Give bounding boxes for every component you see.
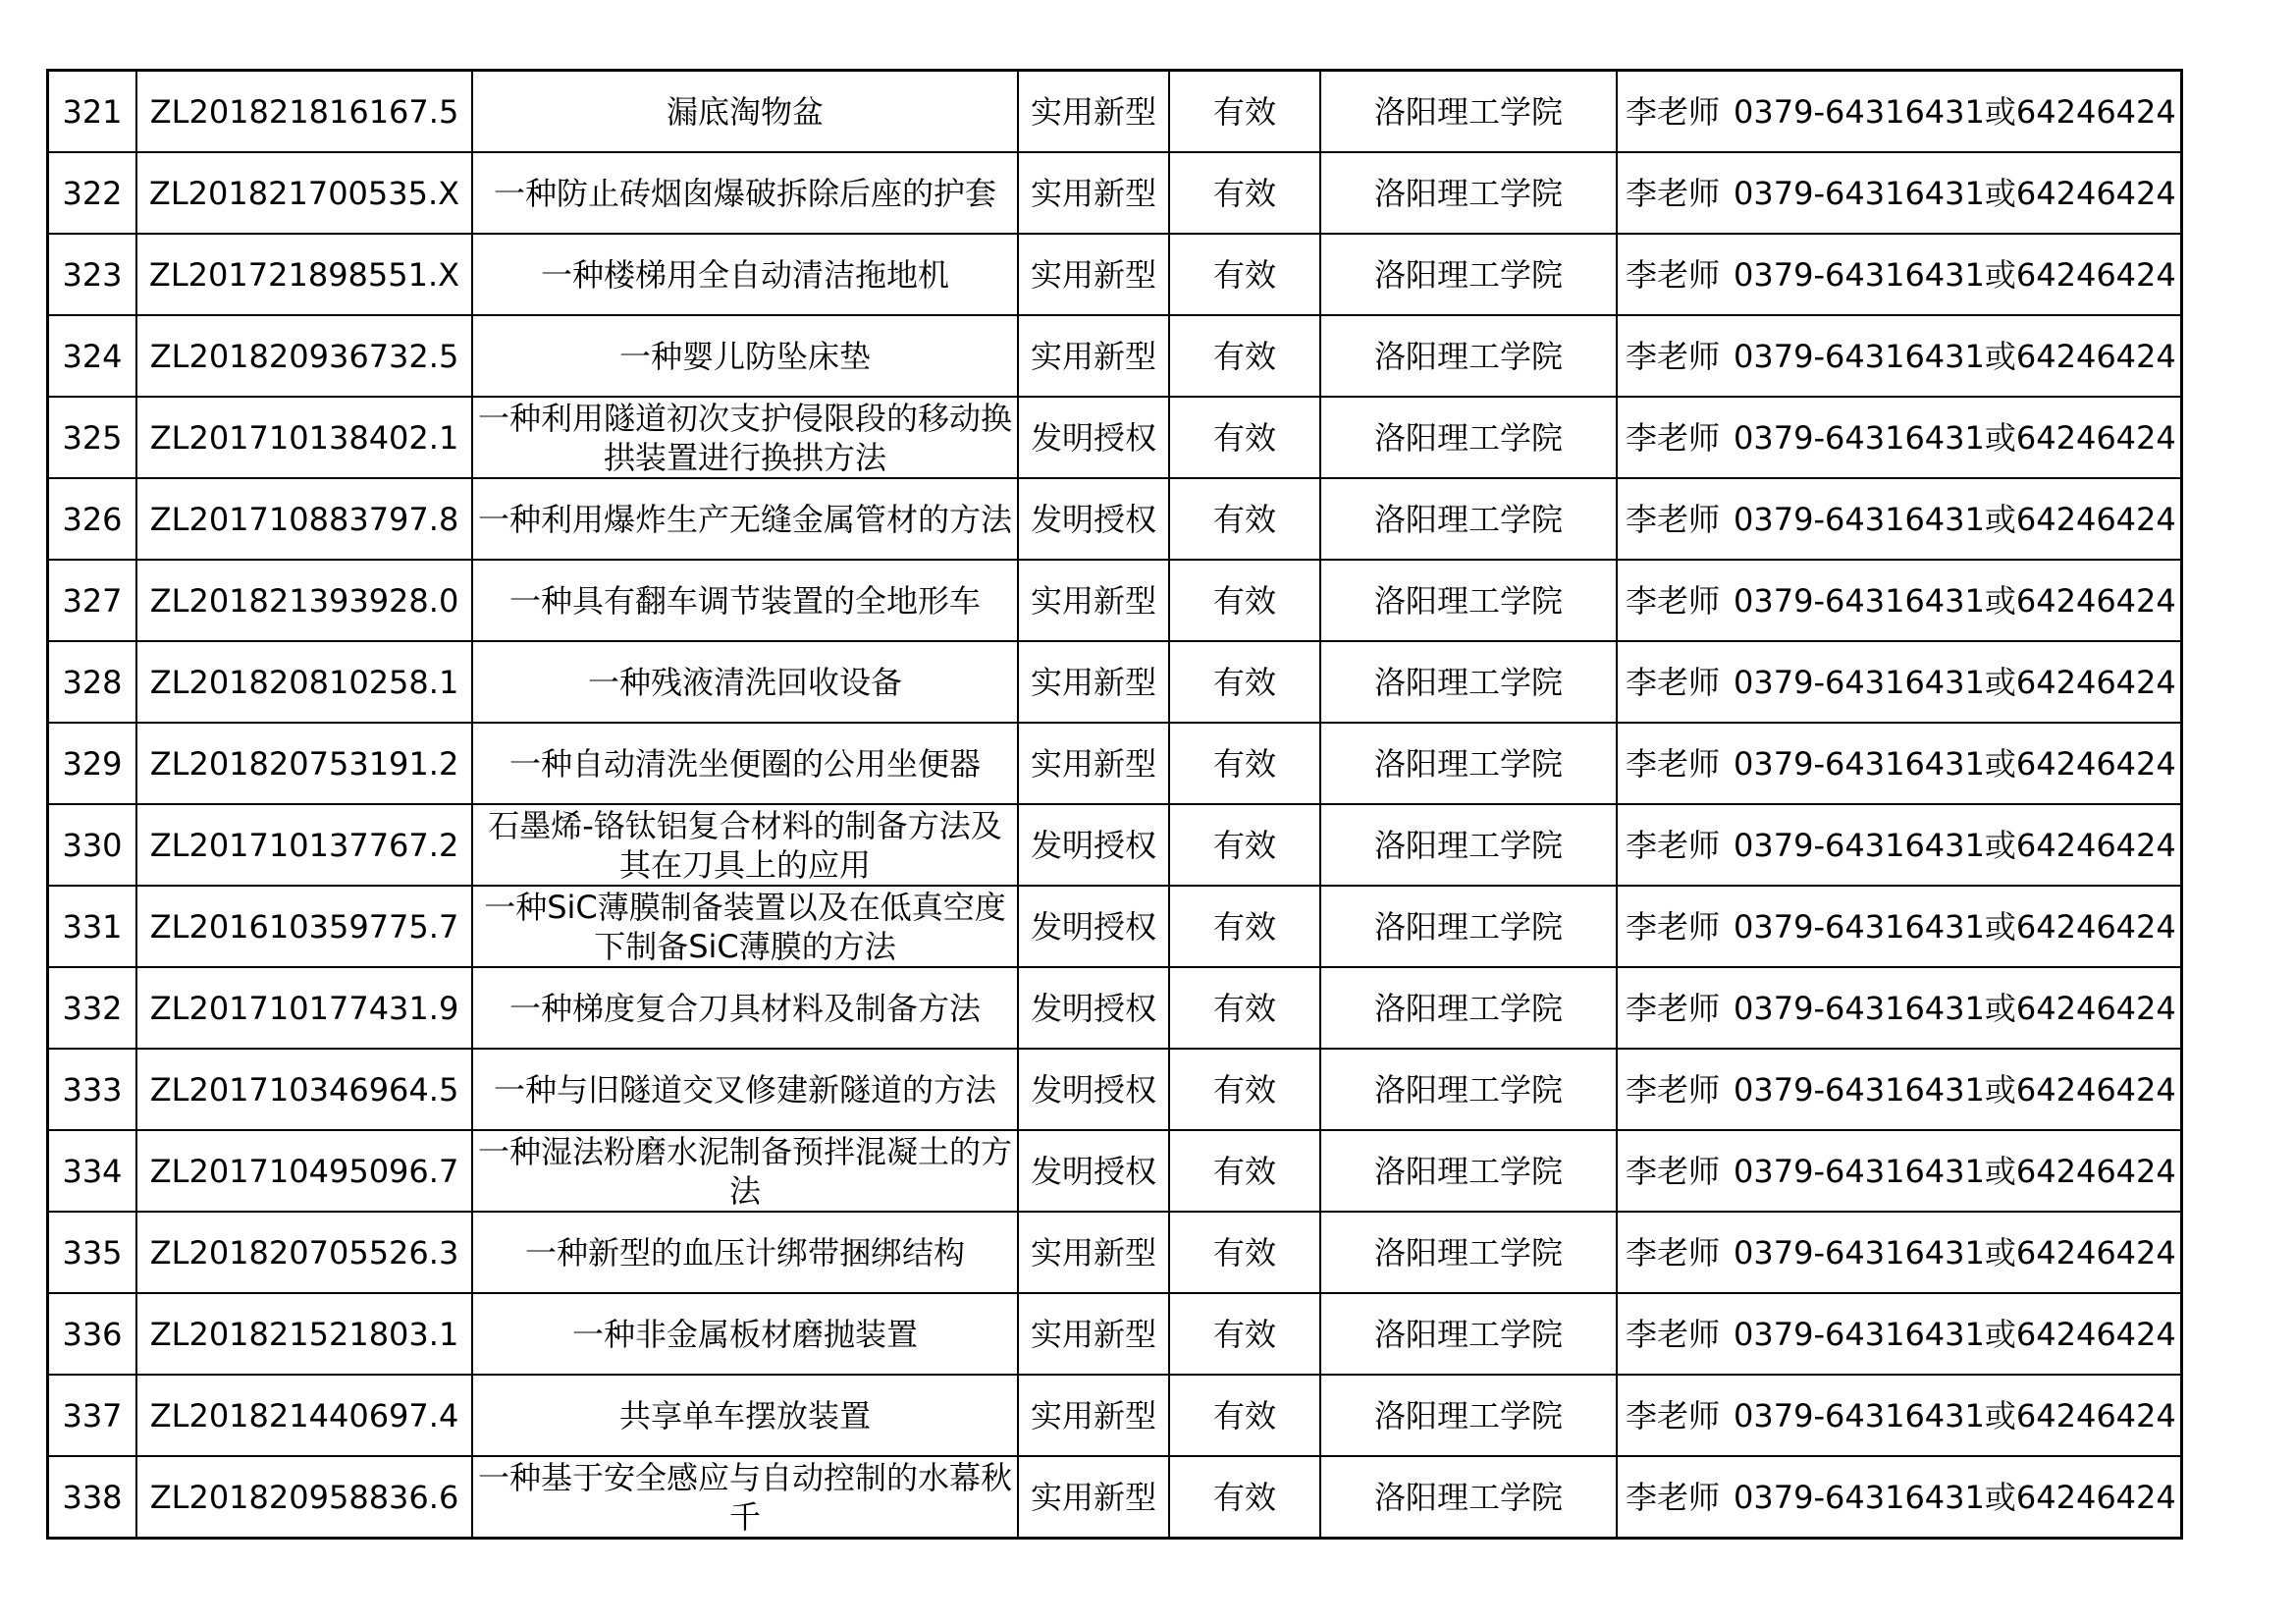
patent-owner: 洛阳理工学院 [1320, 234, 1617, 315]
row-number: 326 [48, 478, 137, 560]
patent-owner: 洛阳理工学院 [1320, 967, 1617, 1049]
patent-owner: 洛阳理工学院 [1320, 1375, 1617, 1456]
contact-name: 李老师 [1626, 744, 1721, 783]
contact-name: 李老师 [1626, 174, 1721, 212]
patent-type: 实用新型 [1018, 723, 1169, 804]
patent-owner: 洛阳理工学院 [1320, 315, 1617, 397]
contact-cell [1617, 1049, 2181, 1130]
patent-name: 一种基于安全感应与自动控制的水幕秋千 [472, 1456, 1018, 1539]
row-number: 331 [48, 886, 137, 967]
patent-id: ZL201710137767.2 [136, 804, 472, 886]
patent-name: 一种具有翻车调节装置的全地形车 [472, 560, 1018, 641]
contact-cell [1617, 315, 2181, 397]
patent-id: ZL201821440697.4 [136, 1375, 472, 1456]
patent-name: 一种自动清洗坐便圈的公用坐便器 [472, 723, 1018, 804]
contact-phone: 0379-64316431或64246424 [1734, 1233, 2176, 1272]
row-number: 333 [48, 1049, 137, 1130]
patent-type: 发明授权 [1018, 397, 1169, 478]
patent-type: 发明授权 [1018, 1049, 1169, 1130]
patent-id: ZL201820936732.5 [136, 315, 472, 397]
contact-cell [1617, 967, 2181, 1049]
patent-status: 有效 [1169, 1130, 1320, 1212]
patent-table-body [48, 71, 2182, 1539]
patent-name: 一种与旧隧道交叉修建新隧道的方法 [472, 1049, 1018, 1130]
row-number: 334 [48, 1130, 137, 1212]
patent-name: 一种梯度复合刀具材料及制备方法 [472, 967, 1018, 1049]
patent-owner: 洛阳理工学院 [1320, 1212, 1617, 1293]
patent-name: 一种防止砖烟囱爆破拆除后座的护套 [472, 152, 1018, 234]
contact-name: 李老师 [1626, 907, 1721, 946]
contact-phone: 0379-64316431或64246424 [1734, 989, 2176, 1027]
contact-phone: 0379-64316431或64246424 [1734, 500, 2176, 538]
patent-owner: 洛阳理工学院 [1320, 886, 1617, 967]
contact-cell [1617, 1375, 2181, 1456]
patent-type: 发明授权 [1018, 967, 1169, 1049]
patent-owner: 洛阳理工学院 [1320, 641, 1617, 723]
patent-type: 实用新型 [1018, 1293, 1169, 1375]
table-row [48, 234, 2182, 315]
table-row [48, 641, 2182, 723]
patent-status: 有效 [1169, 1456, 1320, 1539]
contact-cell [1617, 641, 2181, 723]
patent-id: ZL201710495096.7 [136, 1130, 472, 1212]
table-row [48, 478, 2182, 560]
contact-cell [1617, 560, 2181, 641]
contact-name: 李老师 [1626, 1478, 1721, 1516]
patent-owner: 洛阳理工学院 [1320, 397, 1617, 478]
contact-phone: 0379-64316431或64246424 [1734, 826, 2176, 864]
contact-phone: 0379-64316431或64246424 [1734, 581, 2176, 620]
patent-name: 一种湿法粉磨水泥制备预拌混凝土的方法 [472, 1130, 1018, 1212]
patent-id: ZL201710138402.1 [136, 397, 472, 478]
patent-type: 实用新型 [1018, 71, 1169, 153]
table-row [48, 723, 2182, 804]
patent-owner: 洛阳理工学院 [1320, 71, 1617, 153]
row-number: 327 [48, 560, 137, 641]
patent-status: 有效 [1169, 152, 1320, 234]
patent-id: ZL201610359775.7 [136, 886, 472, 967]
patent-status: 有效 [1169, 886, 1320, 967]
patent-name: 一种利用隧道初次支护侵限段的移动换拱装置进行换拱方法 [472, 397, 1018, 478]
patent-type: 实用新型 [1018, 1456, 1169, 1539]
table-row [48, 1375, 2182, 1456]
row-number: 321 [48, 71, 137, 153]
contact-cell [1617, 1212, 2181, 1293]
patent-id: ZL201821700535.X [136, 152, 472, 234]
patent-name: 一种利用爆炸生产无缝金属管材的方法 [472, 478, 1018, 560]
patent-type: 发明授权 [1018, 886, 1169, 967]
patent-name: 一种楼梯用全自动清洁拖地机 [472, 234, 1018, 315]
patent-status: 有效 [1169, 1212, 1320, 1293]
row-number: 337 [48, 1375, 137, 1456]
table-row [48, 1130, 2182, 1212]
patent-owner: 洛阳理工学院 [1320, 723, 1617, 804]
patent-id: ZL201710177431.9 [136, 967, 472, 1049]
contact-name: 李老师 [1626, 92, 1721, 131]
patent-status: 有效 [1169, 560, 1320, 641]
contact-name: 李老师 [1626, 255, 1721, 294]
patent-owner: 洛阳理工学院 [1320, 1130, 1617, 1212]
contact-name: 李老师 [1626, 989, 1721, 1027]
contact-cell [1617, 1293, 2181, 1375]
row-number: 335 [48, 1212, 137, 1293]
patent-status: 有效 [1169, 1049, 1320, 1130]
contact-name: 李老师 [1626, 663, 1721, 701]
table-row [48, 1456, 2182, 1539]
patent-id: ZL201821393928.0 [136, 560, 472, 641]
patent-type: 实用新型 [1018, 315, 1169, 397]
contact-cell [1617, 234, 2181, 315]
table-row [48, 804, 2182, 886]
contact-phone: 0379-64316431或64246424 [1734, 1152, 2176, 1190]
patent-type: 实用新型 [1018, 1375, 1169, 1456]
patent-status: 有效 [1169, 1293, 1320, 1375]
contact-phone: 0379-64316431或64246424 [1734, 92, 2176, 131]
contact-phone: 0379-64316431或64246424 [1734, 255, 2176, 294]
row-number: 324 [48, 315, 137, 397]
table-row [48, 886, 2182, 967]
table-row [48, 397, 2182, 478]
contact-phone: 0379-64316431或64246424 [1734, 744, 2176, 783]
row-number: 336 [48, 1293, 137, 1375]
table-row [48, 967, 2182, 1049]
patent-status: 有效 [1169, 478, 1320, 560]
patent-id: ZL201820810258.1 [136, 641, 472, 723]
contact-name: 李老师 [1626, 1315, 1721, 1353]
table-row [48, 1293, 2182, 1375]
patent-type: 实用新型 [1018, 641, 1169, 723]
patent-status: 有效 [1169, 641, 1320, 723]
contact-name: 李老师 [1626, 500, 1721, 538]
contact-cell [1617, 71, 2181, 153]
patent-name: 一种非金属板材磨抛装置 [472, 1293, 1018, 1375]
contact-phone: 0379-64316431或64246424 [1734, 1315, 2176, 1353]
table-row [48, 71, 2182, 153]
patent-table [46, 69, 2183, 1540]
contact-cell [1617, 723, 2181, 804]
patent-type: 实用新型 [1018, 234, 1169, 315]
row-number: 332 [48, 967, 137, 1049]
contact-phone: 0379-64316431或64246424 [1734, 337, 2176, 375]
patent-name: 共享单车摆放装置 [472, 1375, 1018, 1456]
contact-name: 李老师 [1626, 418, 1721, 457]
table-row [48, 1049, 2182, 1130]
table-row [48, 152, 2182, 234]
contact-cell [1617, 804, 2181, 886]
contact-name: 李老师 [1626, 1070, 1721, 1109]
row-number: 323 [48, 234, 137, 315]
patent-status: 有效 [1169, 234, 1320, 315]
contact-cell [1617, 1130, 2181, 1212]
patent-owner: 洛阳理工学院 [1320, 478, 1617, 560]
patent-name: 一种SiC薄膜制备装置以及在低真空度下制备SiC薄膜的方法 [472, 886, 1018, 967]
row-number: 329 [48, 723, 137, 804]
patent-id: ZL201710883797.8 [136, 478, 472, 560]
patent-id: ZL201721898551.X [136, 234, 472, 315]
patent-id: ZL201821816167.5 [136, 71, 472, 153]
table-row [48, 560, 2182, 641]
contact-cell [1617, 886, 2181, 967]
patent-owner: 洛阳理工学院 [1320, 1049, 1617, 1130]
contact-name: 李老师 [1626, 1396, 1721, 1435]
patent-id: ZL201820753191.2 [136, 723, 472, 804]
contact-cell [1617, 152, 2181, 234]
patent-type: 发明授权 [1018, 1130, 1169, 1212]
contact-phone: 0379-64316431或64246424 [1734, 1396, 2176, 1435]
patent-status: 有效 [1169, 1375, 1320, 1456]
patent-owner: 洛阳理工学院 [1320, 804, 1617, 886]
contact-name: 李老师 [1626, 1233, 1721, 1272]
row-number: 330 [48, 804, 137, 886]
contact-phone: 0379-64316431或64246424 [1734, 663, 2176, 701]
patent-owner: 洛阳理工学院 [1320, 1456, 1617, 1539]
patent-name: 一种新型的血压计绑带捆绑结构 [472, 1212, 1018, 1293]
patent-status: 有效 [1169, 71, 1320, 153]
patent-type: 发明授权 [1018, 804, 1169, 886]
contact-cell [1617, 1456, 2181, 1539]
patent-name: 一种残液清洗回收设备 [472, 641, 1018, 723]
patent-owner: 洛阳理工学院 [1320, 152, 1617, 234]
contact-phone: 0379-64316431或64246424 [1734, 907, 2176, 946]
patent-type: 实用新型 [1018, 560, 1169, 641]
contact-name: 李老师 [1626, 337, 1721, 375]
contact-phone: 0379-64316431或64246424 [1734, 1070, 2176, 1109]
patent-name: 漏底淘物盆 [472, 71, 1018, 153]
contact-phone: 0379-64316431或64246424 [1734, 1478, 2176, 1516]
patent-owner: 洛阳理工学院 [1320, 1293, 1617, 1375]
patent-id: ZL201820705526.3 [136, 1212, 472, 1293]
row-number: 338 [48, 1456, 137, 1539]
contact-cell [1617, 478, 2181, 560]
row-number: 328 [48, 641, 137, 723]
patent-owner: 洛阳理工学院 [1320, 560, 1617, 641]
patent-status: 有效 [1169, 315, 1320, 397]
patent-name: 石墨烯-铬钛铝复合材料的制备方法及其在刀具上的应用 [472, 804, 1018, 886]
patent-type: 实用新型 [1018, 152, 1169, 234]
contact-cell [1617, 397, 2181, 478]
row-number: 322 [48, 152, 137, 234]
patent-status: 有效 [1169, 723, 1320, 804]
row-number: 325 [48, 397, 137, 478]
patent-status: 有效 [1169, 804, 1320, 886]
contact-name: 李老师 [1626, 1152, 1721, 1190]
contact-name: 李老师 [1626, 826, 1721, 864]
patent-status: 有效 [1169, 967, 1320, 1049]
table-row [48, 315, 2182, 397]
patent-type: 发明授权 [1018, 478, 1169, 560]
contact-phone: 0379-64316431或64246424 [1734, 418, 2176, 457]
patent-type: 实用新型 [1018, 1212, 1169, 1293]
table-row [48, 1212, 2182, 1293]
patent-id: ZL201820958836.6 [136, 1456, 472, 1539]
patent-id: ZL201710346964.5 [136, 1049, 472, 1130]
patent-status: 有效 [1169, 397, 1320, 478]
contact-name: 李老师 [1626, 581, 1721, 620]
patent-id: ZL201821521803.1 [136, 1293, 472, 1375]
patent-name: 一种婴儿防坠床垫 [472, 315, 1018, 397]
contact-phone: 0379-64316431或64246424 [1734, 174, 2176, 212]
